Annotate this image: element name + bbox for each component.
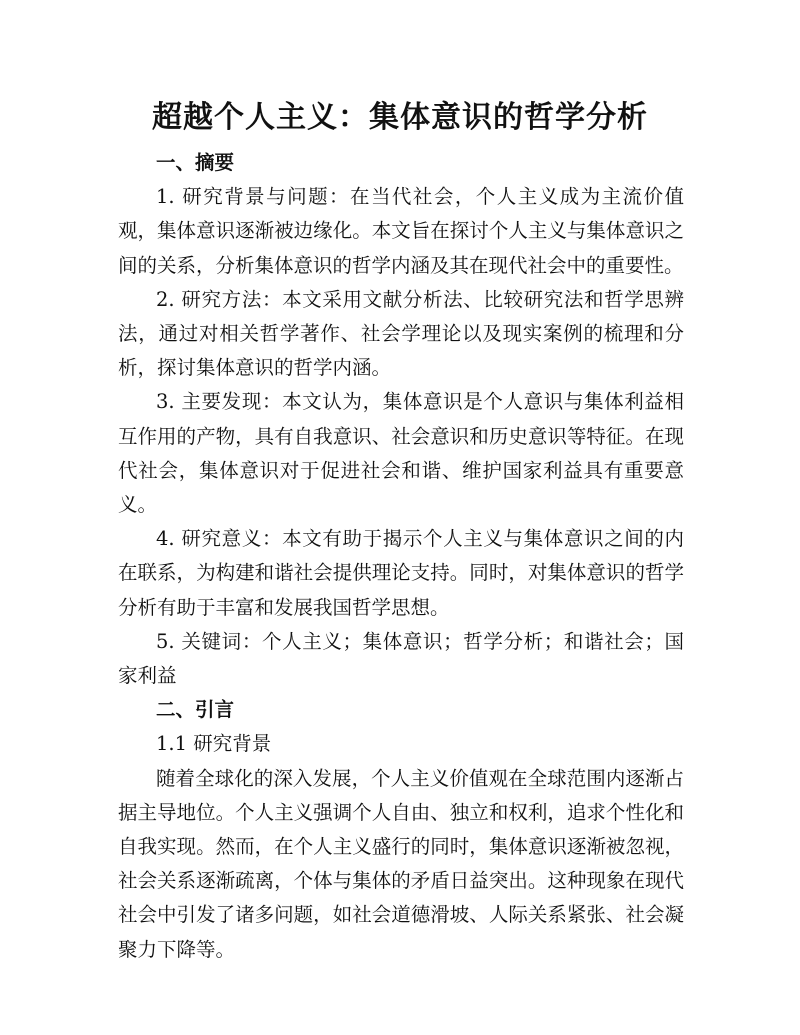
section-heading-abstract: 一、摘要: [156, 151, 235, 174]
abstract-paragraph-findings: 3. 主要发现：本文认为，集体意识是个人意识与集体利益相互作用的产物，具有自我意识、社会意识和历史意识等特征。在现代社会，集体意识对于促进社会和谐、维护国家利益具有重要意义。: [118, 390, 684, 517]
subsection-heading-background: 1.1 研究背景: [156, 732, 272, 756]
document-title: 超越个人主义：集体意识的哲学分析: [152, 100, 648, 135]
section-heading-introduction: 二、引言: [156, 698, 235, 722]
abstract-paragraph-keywords: 5. 关键词：个人主义；集体意识；哲学分析；和谐社会；国家利益: [118, 629, 684, 688]
abstract-paragraph-significance: 4. 研究意义：本文有助于揭示个人主义与集体意识之间的内在联系，为构建和谐社会提供理论支持。同时，对集体意识的哲学分析有助于丰富和发展我国哲学思想。: [118, 527, 684, 619]
abstract-paragraph-method: 2. 研究方法：本文采用文献分析法、比较研究法和哲学思辨法，通过对相关哲学著作、社会学理论以及现实案例的梳理和分析，探讨集体意识的哲学内涵。: [118, 287, 684, 380]
document-body: [118, 146, 684, 967]
abstract-paragraph-background: 1. 研究背景与问题：在当代社会，个人主义成为主流价值观，集体意识逐渐被边缘化。本文旨在探讨个人主义与集体意识之间的关系，分析集体意识的哲学内涵及其在现代社会中的重要性。: [118, 185, 684, 277]
introduction-paragraph: 随着全球化的深入发展，个人主义价值观在全球范围内逐渐占据主导地位。个人主义强调个人自由、独立和权利，追求个性化和自我实现。然而，在个人主义盛行的同时，集体意识逐渐被忽视，社会关系逐渐疏离，个体与集体的矛盾日益突出。这种现象在现代社会中引发了诸多问题，如社会道德滑坡、人际关系紧张、社会凝聚力下降等。: [118, 766, 684, 961]
